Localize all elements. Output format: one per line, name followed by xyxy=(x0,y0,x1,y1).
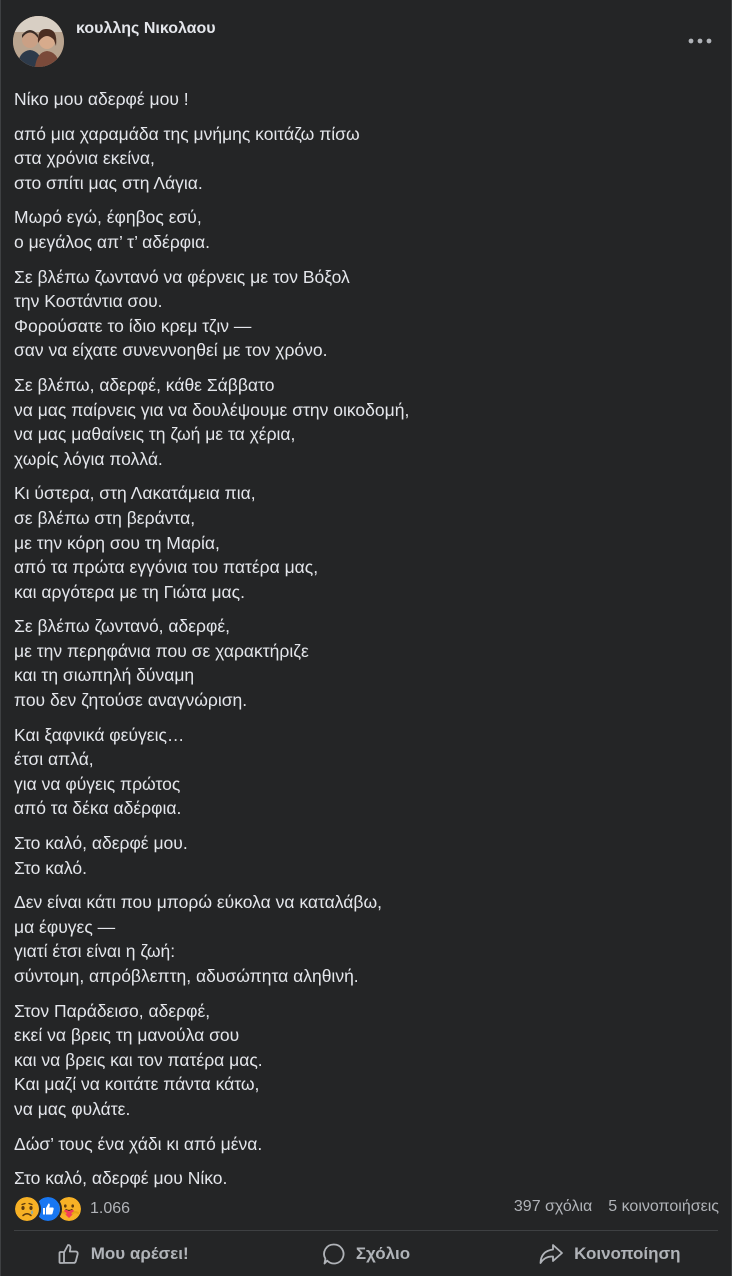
post-stanza xyxy=(14,265,714,363)
post-line: σύντομη, απρόβλεπτη, αδυσώπητα αληθινή. xyxy=(14,966,359,986)
post-line: χωρίς λόγια πολλά. xyxy=(14,448,163,469)
post-line: να μας παίρνεις για να δουλέψουμε στην οικοδομή, xyxy=(14,399,410,420)
share-button[interactable] xyxy=(488,1232,731,1276)
post-line: με την κόρη σου τη Μαρία, xyxy=(14,532,220,553)
post-line: Νίκο μου αδερφέ μου ! xyxy=(14,89,189,109)
more-horizontal-icon xyxy=(688,38,712,44)
share-button-label: Κοινοποίηση xyxy=(574,1244,681,1263)
post-line: Δώσ’ τους ένα χάδι κι από μένα. xyxy=(14,1133,263,1154)
comment-button[interactable] xyxy=(244,1232,487,1276)
sad-reaction-icon xyxy=(13,1195,41,1223)
author-name[interactable]: κουλλης Νικολαου xyxy=(76,20,216,37)
post-line: Και ξαφνικά φεύγεις… xyxy=(14,724,185,745)
post-line: στο σπίτι μας στη Λάγια. xyxy=(14,172,203,193)
post-line: σαν να είχατε συνεννοηθεί με τον χρόνο. xyxy=(14,340,328,361)
post-stats xyxy=(1,1192,731,1224)
post-stanza xyxy=(14,373,714,471)
post-line: Δεν είναι κάτι που μπορώ εύκολα να καταλάβω, xyxy=(14,892,382,913)
post-line: έτσι απλά, xyxy=(14,749,94,770)
post-line: ο μεγάλος απ’ τ’ αδέρφια. xyxy=(14,231,210,252)
reaction-count[interactable]: 1.066 xyxy=(90,1200,131,1217)
more-options-button[interactable] xyxy=(683,26,717,56)
post-text xyxy=(14,76,714,1191)
reactions-summary[interactable] xyxy=(13,1195,130,1223)
post-stanza xyxy=(14,723,714,821)
post-stanza xyxy=(14,999,714,1122)
post-line: για να φύγεις πρώτος xyxy=(14,773,181,794)
post-line: Σε βλέπω, αδερφέ, κάθε Σάββατο xyxy=(14,374,275,395)
comment-icon xyxy=(322,1242,346,1266)
post-line: από μια χαραμάδα της μνήμης κοιτάζω πίσω xyxy=(14,123,360,144)
post-line: με την περηφάνια που σε χαρακτήριζε xyxy=(14,640,309,661)
post-actions xyxy=(1,1232,731,1276)
post-stanza xyxy=(14,122,714,196)
thumbs-up-icon xyxy=(57,1242,81,1266)
like-button-label: Μου αρέσει! xyxy=(90,1244,189,1263)
post-stanza xyxy=(14,1132,714,1157)
post-line: στα χρόνια εκείνα, xyxy=(14,148,155,169)
post-line: και τη σιωπηλή δύναμη xyxy=(14,665,195,686)
post-line: Μωρό εγώ, έφηβος εσύ, xyxy=(14,207,202,228)
shares-count[interactable]: 5 κοινοποιήσεις xyxy=(608,1198,719,1215)
post-line: την Κοστάντια σου. xyxy=(14,291,163,312)
post-line: Σε βλέπω ζωντανό, αδερφέ, xyxy=(14,616,231,637)
post-line: που δεν ζητούσε αναγνώριση. xyxy=(14,690,248,711)
post-stanza xyxy=(14,831,714,880)
post-line: Φορούσατε το ίδιο κρεμ τζιν — xyxy=(14,315,252,336)
post-line: Στο καλό, αδερφέ μου Νίκο. xyxy=(14,1168,228,1189)
post-header xyxy=(1,0,731,76)
post-line: εκεί να βρεις τη μανούλα σου xyxy=(14,1025,240,1046)
post-line: Κι ύστερα, στη Λακατάμεια πια, xyxy=(14,483,256,504)
share-icon xyxy=(538,1242,564,1266)
post-stanza xyxy=(14,1166,714,1191)
avatar[interactable] xyxy=(13,16,64,67)
post-line: Στο καλό. xyxy=(14,857,87,878)
comments-count[interactable]: 397 σχόλια xyxy=(513,1198,593,1215)
post-line: Στο καλό, αδερφέ μου. xyxy=(14,833,188,854)
post-line: Σε βλέπω ζωντανό να φέρνεις με τον Βόξολ xyxy=(14,266,350,287)
post-line: σε βλέπω στη βεράντα, xyxy=(14,507,196,528)
post-stanza xyxy=(14,481,714,604)
post-line: γιατί έτσι είναι η ζωή: xyxy=(14,941,176,962)
post-line: και αργότερα με τη Γιώτα μας. xyxy=(14,581,245,602)
like-button[interactable] xyxy=(1,1232,244,1276)
post-line: Και μαζί να κοιτάτε πάντα κάτω, xyxy=(14,1074,260,1095)
post-stanza xyxy=(14,87,714,112)
post-line: από τα δέκα αδέρφια. xyxy=(14,798,182,819)
post-line: από τα πρώτα εγγόνια του πατέρα μας, xyxy=(14,557,319,578)
post-stanza xyxy=(14,205,714,254)
divider xyxy=(14,1230,718,1231)
comment-button-label: Σχόλιο xyxy=(355,1244,411,1263)
post-stanza xyxy=(14,890,714,988)
post-line: να μας φυλάτε. xyxy=(14,1098,131,1119)
post-line: να μας μαθαίνεις τη ζωή με τα χέρια, xyxy=(14,424,296,445)
post-stanza xyxy=(14,614,714,712)
post-line: μα έφυγες — xyxy=(14,916,116,937)
post-line: Στον Παράδεισο, αδερφέ, xyxy=(14,1000,211,1021)
post-line: και να βρεις και τον πατέρα μας. xyxy=(14,1049,263,1070)
